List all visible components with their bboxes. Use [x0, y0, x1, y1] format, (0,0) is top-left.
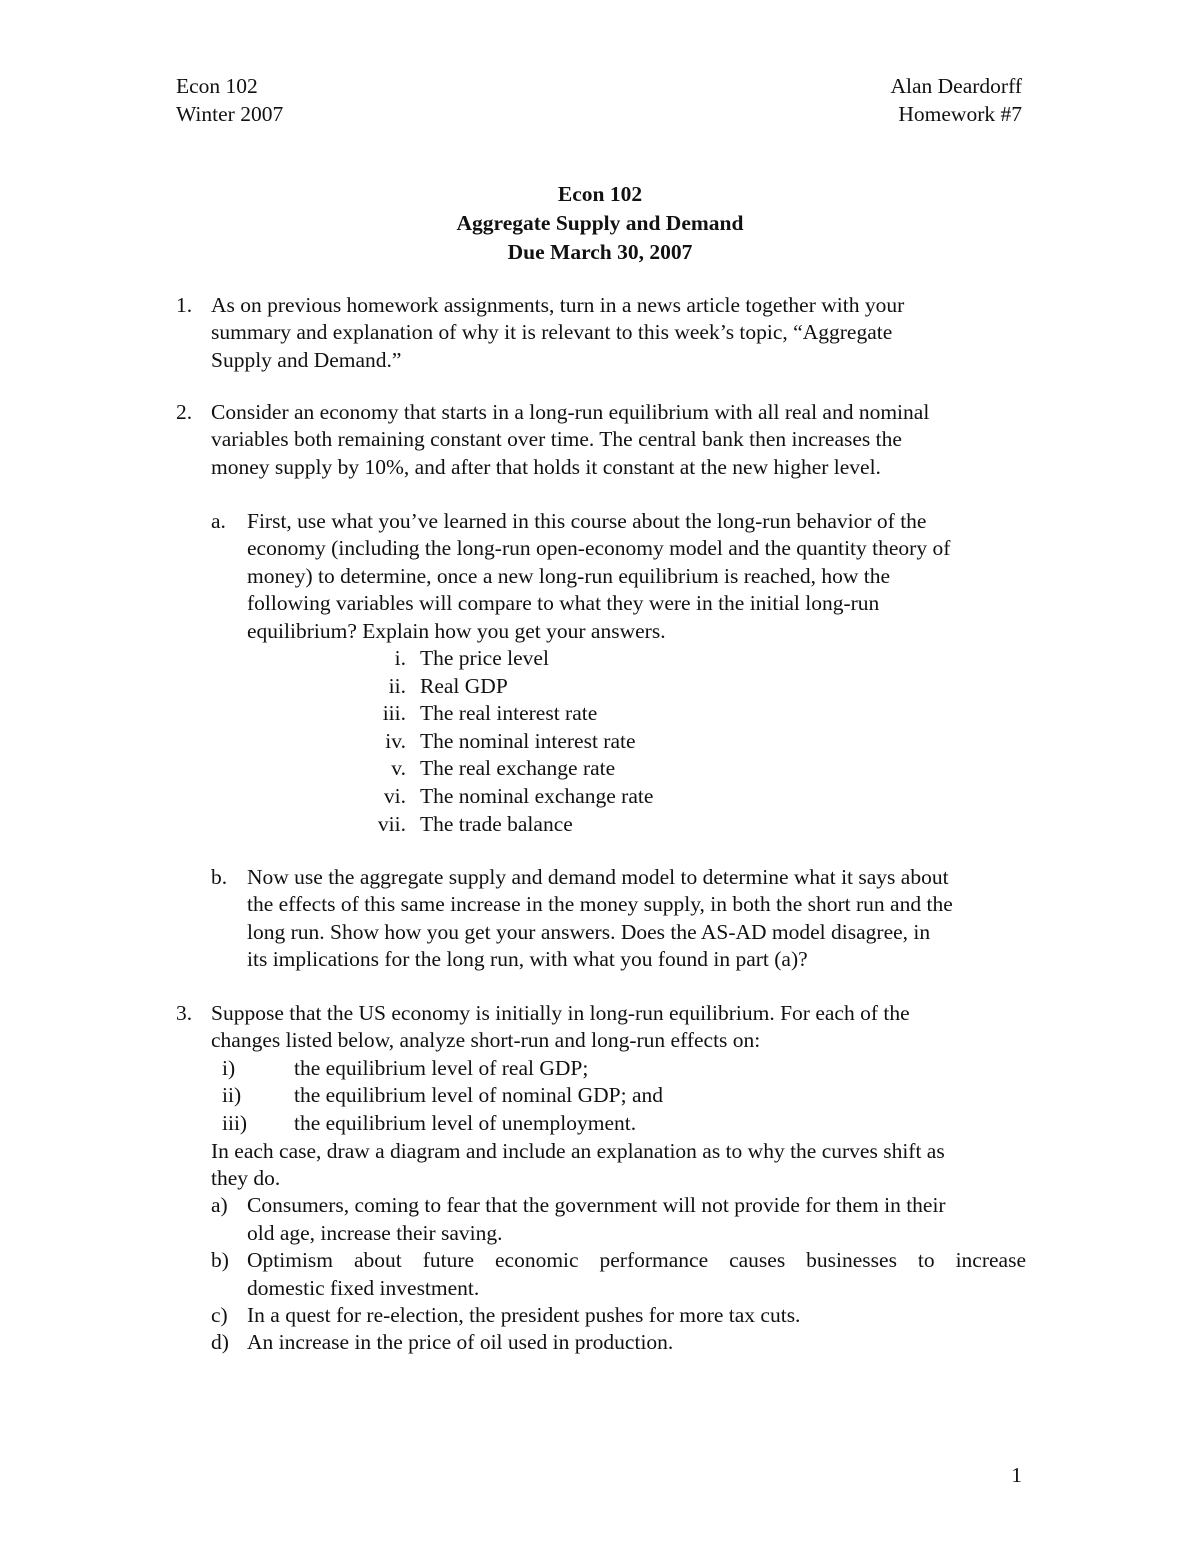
list-item: iii) the equilibrium level of unemployment. [222, 1111, 637, 1135]
text-line: Supply and Demand.” [211, 347, 402, 372]
title-line-2: Aggregate Supply and Demand [456, 211, 744, 235]
question-number: 2. [176, 400, 193, 424]
header-left [176, 72, 283, 128]
text-line: Suppose that the US economy is initially in long-run equilibrium. For each of the [211, 1001, 910, 1025]
case-d: d) An increase in the price of oil used in production. [211, 1329, 1026, 1356]
text-line: they do. [211, 1166, 281, 1190]
title-line-3: Due March 30, 2007 [507, 240, 693, 264]
case-b: b) Optimism about future economic performance causes businesses to increase domestic fixed investment. [211, 1247, 1026, 1302]
course-name: Econ 102 [176, 74, 258, 98]
text-line: the effects of this same increase in the money supply, in both the short run and the [247, 892, 953, 917]
text-line: domestic fixed investment. [247, 1275, 480, 1300]
variables-list [366, 645, 653, 838]
list-item: ii) the equilibrium level of nominal GDP; and [222, 1083, 664, 1108]
question-3 [176, 1000, 1026, 1357]
text-line: Consider an economy that starts in a long-run equilibrium with all real and nominal [211, 400, 930, 424]
page-number: 1 [1011, 1463, 1022, 1487]
title-line-1: Econ 102 [557, 182, 643, 206]
text-line: First, use what you’ve learned in this course about the long-run behavior of the [247, 509, 927, 533]
text-line: As on previous homework assignments, turn in a news article together with your [211, 293, 905, 317]
list-item: v. The real exchange rate [391, 756, 616, 781]
question-2-part-b [211, 864, 1051, 974]
case-c: c) In a quest for re-election, the president pushes for more tax cuts. [211, 1302, 1026, 1329]
text-line: An increase in the price of oil used in production. [247, 1330, 674, 1355]
text-line: equilibrium? Explain how you get your answers. [247, 618, 666, 643]
header-right [890, 72, 1022, 128]
text-line: money) to determine, once a new long-run equilibrium is reached, how the [247, 563, 891, 588]
text-line: Now use the aggregate supply and demand model to determine what it says about [247, 865, 949, 889]
list-item: vii. The trade balance [377, 811, 573, 836]
list-item: vi. The nominal exchange rate [383, 783, 654, 808]
text-line: its implications for the long run, with what you found in part (a)? [247, 947, 808, 972]
question-number: 3. [176, 1001, 193, 1025]
list-item: i) the equilibrium level of real GDP; [222, 1055, 589, 1080]
text-line: Consumers, coming to fear that the government will not provide for them in their [247, 1193, 946, 1218]
text-line: In each case, draw a diagram and include an explanation as to why the curves shift as [211, 1138, 945, 1163]
question-2-part-a [211, 508, 1051, 645]
text-line: money supply by 10%, and after that holds it constant at the new higher level. [211, 454, 881, 479]
part-label: a. [211, 509, 226, 533]
text-line: changes listed below, analyze short-run and long-run effects on: [211, 1028, 761, 1053]
list-item: i. The price level [394, 646, 549, 670]
text-line: Optimism about future economic performance causes businesses to increase [247, 1248, 1026, 1273]
list-item: iv. The nominal interest rate [385, 728, 636, 753]
text-line: old age, increase their saving. [247, 1220, 503, 1245]
part-label: b. [211, 865, 228, 889]
question-number: 1. [176, 293, 193, 317]
list-item: ii. Real GDP [388, 673, 508, 698]
case-a: a) Consumers, coming to fear that the government will not provide for them in their old age, increase their saving. [211, 1192, 1026, 1247]
question-1 [176, 292, 1036, 374]
document-title [0, 180, 1200, 267]
text-line: economy (including the long-run open-economy model and the quantity theory of [247, 536, 951, 561]
text-line: variables both remaining constant over time. The central bank then increases the [211, 427, 902, 452]
text-line: In a quest for re-election, the president pushes for more tax cuts. [247, 1303, 801, 1328]
list-item: iii. The real interest rate [382, 701, 598, 726]
text-line: following variables will compare to what they were in the initial long-run [247, 591, 880, 616]
author-name: Alan Deardorff [890, 74, 1022, 98]
text-line: summary and explanation of why it is relevant to this week’s topic, “Aggregate [211, 320, 893, 345]
text-line: long run. Show how you get your answers. Does the AS-AD model disagree, in [247, 919, 931, 944]
effects-list [222, 1055, 1026, 1138]
term: Winter 2007 [176, 102, 284, 126]
assignment-number: Homework #7 [898, 102, 1022, 126]
question-2 [176, 399, 1036, 481]
